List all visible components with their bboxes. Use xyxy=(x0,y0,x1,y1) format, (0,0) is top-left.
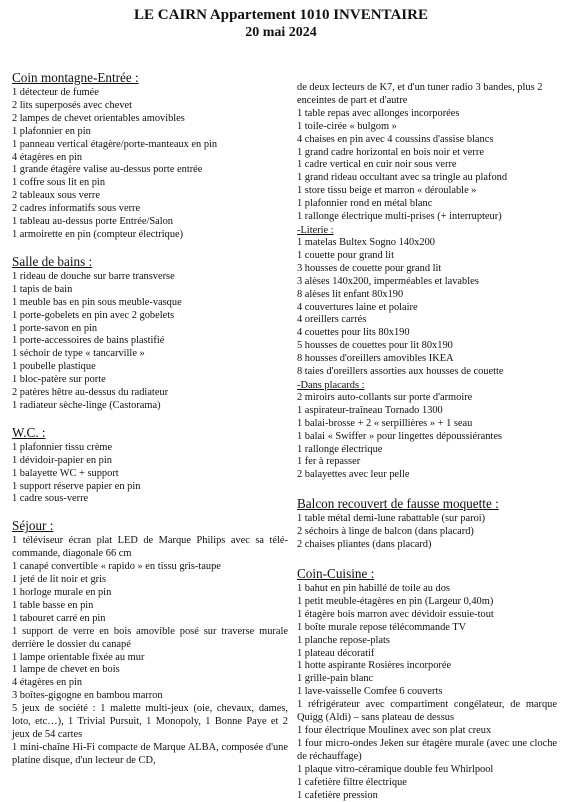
item-list xyxy=(12,535,288,767)
inventory-item: 1 panneau vertical étagère/porte-manteaux en pin xyxy=(12,139,288,152)
inventory-item: 1 cafetière pression xyxy=(297,790,557,802)
inventory-item: 1 radiateur sèche-linge (Castorama) xyxy=(12,400,288,413)
inventory-item: 1 détecteur de fumée xyxy=(12,87,288,100)
document-date: 20 mai 2024 xyxy=(0,24,562,41)
inventory-item: 2 lampes de chevet orientables amovibles xyxy=(12,113,288,126)
inventory-item: 4 couettes pour lits 80x190 xyxy=(297,327,557,340)
inventory-item: 4 couvertures laine et polaire xyxy=(297,302,557,315)
item-list xyxy=(12,87,288,242)
inventory-item: 1 téléviseur écran plat LED de Marque Philips avec sa télé-commande, diagonale 66 cm xyxy=(12,535,288,561)
inventory-item: 1 jeté de lit noir et gris xyxy=(12,574,288,587)
inventory-item: 1 réfrigérateur avec compartiment congélateur, de marque Quigg (Aldi) – sans plateau de dessus xyxy=(297,699,557,725)
inventory-item: 1 bahut en pin habillé de toile au dos xyxy=(297,583,557,596)
inventory-item: 1 support de verre en bois amovible posé sur traverse murale derrière le dossier du canapé xyxy=(12,626,288,652)
inventory-item: 8 alèses lit enfant 80x190 xyxy=(297,289,557,302)
inventory-item: 4 étagères en pin xyxy=(12,677,288,690)
inventory-item: 1 toile-cirée « bulgom » xyxy=(297,121,557,134)
inventory-item: 1 table basse en pin xyxy=(12,600,288,613)
inventory-item: 1 poubelle plastique xyxy=(12,361,288,374)
inventory-item: 1 mini-chaîne Hi-Fi compacte de Marque ALBA, composée d'une platine disque, d'un lecteur de CD, xyxy=(12,742,288,768)
inventory-item: 1 porte-savon en pin xyxy=(12,323,288,336)
inventory-item: 4 étagères en pin xyxy=(12,152,288,165)
inventory-item: 1 planche repose-plats xyxy=(297,635,557,648)
inventory-item: 1 porte-gobelets en pin avec 2 gobelets xyxy=(12,310,288,323)
inventory-item: 1 plafonnier rond en métal blanc xyxy=(297,198,557,211)
inventory-item: 1 armoirette en pin (compteur électrique) xyxy=(12,229,288,242)
section-coin-cuisine xyxy=(297,566,557,802)
inventory-item: 1 rallonge électrique multi-prises (+ interrupteur) xyxy=(297,211,557,224)
left-column xyxy=(12,70,288,768)
inventory-item: 3 boîtes-gigogne en bambou marron xyxy=(12,690,288,703)
inventory-item: 1 store tissu beige et marron « déroulable » xyxy=(297,185,557,198)
inventory-item: 1 cadre sous-verre xyxy=(12,493,288,506)
inventory-item: 1 four électrique Moulinex avec son plat creux xyxy=(297,725,557,738)
inventory-item: 1 table métal demi-lune rabattable (sur paroi) xyxy=(297,513,557,526)
section-title-literie: -Literie : xyxy=(297,224,557,237)
inventory-item: 2 tableaux sous verre xyxy=(12,190,288,203)
inventory-item: 2 chaises pliantes (dans placard) xyxy=(297,539,557,552)
section-title-placards: -Dans placards : xyxy=(297,379,557,392)
section-title-coin-cuisine: Coin-Cuisine : xyxy=(297,566,557,582)
inventory-item: 2 patères hêtre au-dessus du radiateur xyxy=(12,387,288,400)
inventory-item: 8 housses d'oreillers amovibles IKEA xyxy=(297,353,557,366)
document-header xyxy=(0,6,562,41)
inventory-item: 4 chaises en pin avec 4 coussins d'assise blancs xyxy=(297,134,557,147)
section-sejour-continued xyxy=(297,82,557,224)
section-title-coin-montagne: Coin montagne-Entrée : xyxy=(12,70,288,86)
inventory-item: 1 horloge murale en pin xyxy=(12,587,288,600)
inventory-item: 1 tapis de bain xyxy=(12,284,288,297)
inventory-item: 5 jeux de société : 1 malette multi-jeux (oie, chevaux, dames, loto, etc…), 1 Trivial Pursuit, 1 Monopoly, 1 Bonne Paye et 2 jeux de 54 cartes xyxy=(12,703,288,742)
inventory-item: 1 lave-vaisselle Comfee 6 couverts xyxy=(297,686,557,699)
inventory-item: 2 balayettes avec leur pelle xyxy=(297,469,557,482)
inventory-item: 1 grand rideau occultant avec sa tringle au plafond xyxy=(297,172,557,185)
inventory-item: 1 porte-accessoires de bains plastifié xyxy=(12,335,288,348)
item-list xyxy=(12,442,288,507)
inventory-item: 1 cadre vertical en cuir noir sous verre xyxy=(297,159,557,172)
inventory-item: 4 oreillers carrés xyxy=(297,314,557,327)
inventory-item: 1 plateau décoratif xyxy=(297,648,557,661)
inventory-item: 1 balayette WC + support xyxy=(12,468,288,481)
item-list xyxy=(12,271,288,413)
document-title: LE CAIRN Appartement 1010 INVENTAIRE xyxy=(0,6,562,24)
section-wc xyxy=(12,425,288,507)
section-balcon xyxy=(297,496,557,552)
inventory-item: 1 étagère bois marron avec dévidoir essuie-tout xyxy=(297,609,557,622)
inventory-item: 1 grille-pain blanc xyxy=(297,673,557,686)
inventory-item: 1 plafonnier en pin xyxy=(12,126,288,139)
inventory-item: 2 séchoirs à linge de balcon (dans placard) xyxy=(297,526,557,539)
inventory-item: 1 grand cadre horizontal en bois noir et verre xyxy=(297,147,557,160)
inventory-item: 1 canapé convertible « rapido » en tissu gris-taupe xyxy=(12,561,288,574)
item-list xyxy=(297,82,557,224)
item-list xyxy=(297,392,557,482)
inventory-item: 1 matelas Bultex Sogno 140x200 xyxy=(297,237,557,250)
inventory-item: 1 meuble bas en pin sous meuble-vasque xyxy=(12,297,288,310)
inventory-item: 1 rallonge électrique xyxy=(297,444,557,457)
item-list xyxy=(297,583,557,802)
right-column xyxy=(297,82,557,802)
inventory-item: 1 boîte murale repose télécommande TV xyxy=(297,622,557,635)
inventory-item: 1 support réserve papier en pin xyxy=(12,481,288,494)
inventory-item: 1 aspirateur-traîneau Tornado 1300 xyxy=(297,405,557,418)
inventory-item: 1 tabouret carré en pin xyxy=(12,613,288,626)
inventory-item: 1 grande étagère valise au-dessus porte entrée xyxy=(12,164,288,177)
inventory-item: 2 miroirs auto-collants sur porte d'armoire xyxy=(297,392,557,405)
inventory-item: 1 lampe de chevet en bois xyxy=(12,664,288,677)
section-coin-montagne xyxy=(12,70,288,242)
section-placards xyxy=(297,379,557,482)
section-title-salle-de-bains: Salle de bains : xyxy=(12,254,288,270)
inventory-item: 1 plaque vitro-céramique double feu Whirlpool xyxy=(297,764,557,777)
inventory-item: 2 lits superposés avec chevet xyxy=(12,100,288,113)
section-title-sejour: Séjour : xyxy=(12,518,288,534)
inventory-item: 1 table repas avec allonges incorporées xyxy=(297,108,557,121)
inventory-item: 8 taies d'oreillers assorties aux housses de couette xyxy=(297,366,557,379)
section-literie xyxy=(297,224,557,379)
inventory-item: 1 balai « Swiffer » pour lingettes dépoussiérantes xyxy=(297,431,557,444)
inventory-item: 1 séchoir de type « tancarville » xyxy=(12,348,288,361)
inventory-item: 1 plafonnier tissu crème xyxy=(12,442,288,455)
inventory-item: 1 tableau au-dessus porte Entrée/Salon xyxy=(12,216,288,229)
section-title-balcon: Balcon recouvert de fausse moquette : xyxy=(297,496,557,512)
inventory-item: 2 cadres informatifs sous verre xyxy=(12,203,288,216)
inventory-item: 1 dévidoir-papier en pin xyxy=(12,455,288,468)
inventory-item: 1 coffre sous lit en pin xyxy=(12,177,288,190)
inventory-item: 1 fer à repasser xyxy=(297,456,557,469)
inventory-item: 1 cafetière filtre électrique xyxy=(297,777,557,790)
inventory-item: 3 alèses 140x200, imperméables et lavables xyxy=(297,276,557,289)
inventory-item: 1 lampe orientable fixée au mur xyxy=(12,652,288,665)
inventory-item: 3 housses de couette pour grand lit xyxy=(297,263,557,276)
inventory-item: 1 four micro-ondes Jeken sur étagère murale (avec une cloche de réchauffage) xyxy=(297,738,557,764)
inventory-item: 1 couette pour grand lit xyxy=(297,250,557,263)
inventory-item: 1 hotte aspirante Rosières incorporée xyxy=(297,660,557,673)
section-salle-de-bains xyxy=(12,254,288,413)
item-list xyxy=(297,237,557,379)
item-list xyxy=(297,513,557,552)
inventory-item: 1 petit meuble-étagères en pin (Largeur 0,40m) xyxy=(297,596,557,609)
inventory-item: 1 bloc-patère sur porte xyxy=(12,374,288,387)
inventory-item: 5 housses de couettes pour lit 80x190 xyxy=(297,340,557,353)
inventory-item: 1 rideau de douche sur barre transverse xyxy=(12,271,288,284)
section-sejour xyxy=(12,518,288,767)
inventory-item: 1 balai-brosse + 2 « serpillières » + 1 seau xyxy=(297,418,557,431)
section-title-wc: W.C. : xyxy=(12,425,288,441)
inventory-item: de deux lecteurs de K7, et d'un tuner radio 3 bandes, plus 2 enceintes de part et d'autre xyxy=(297,82,557,108)
